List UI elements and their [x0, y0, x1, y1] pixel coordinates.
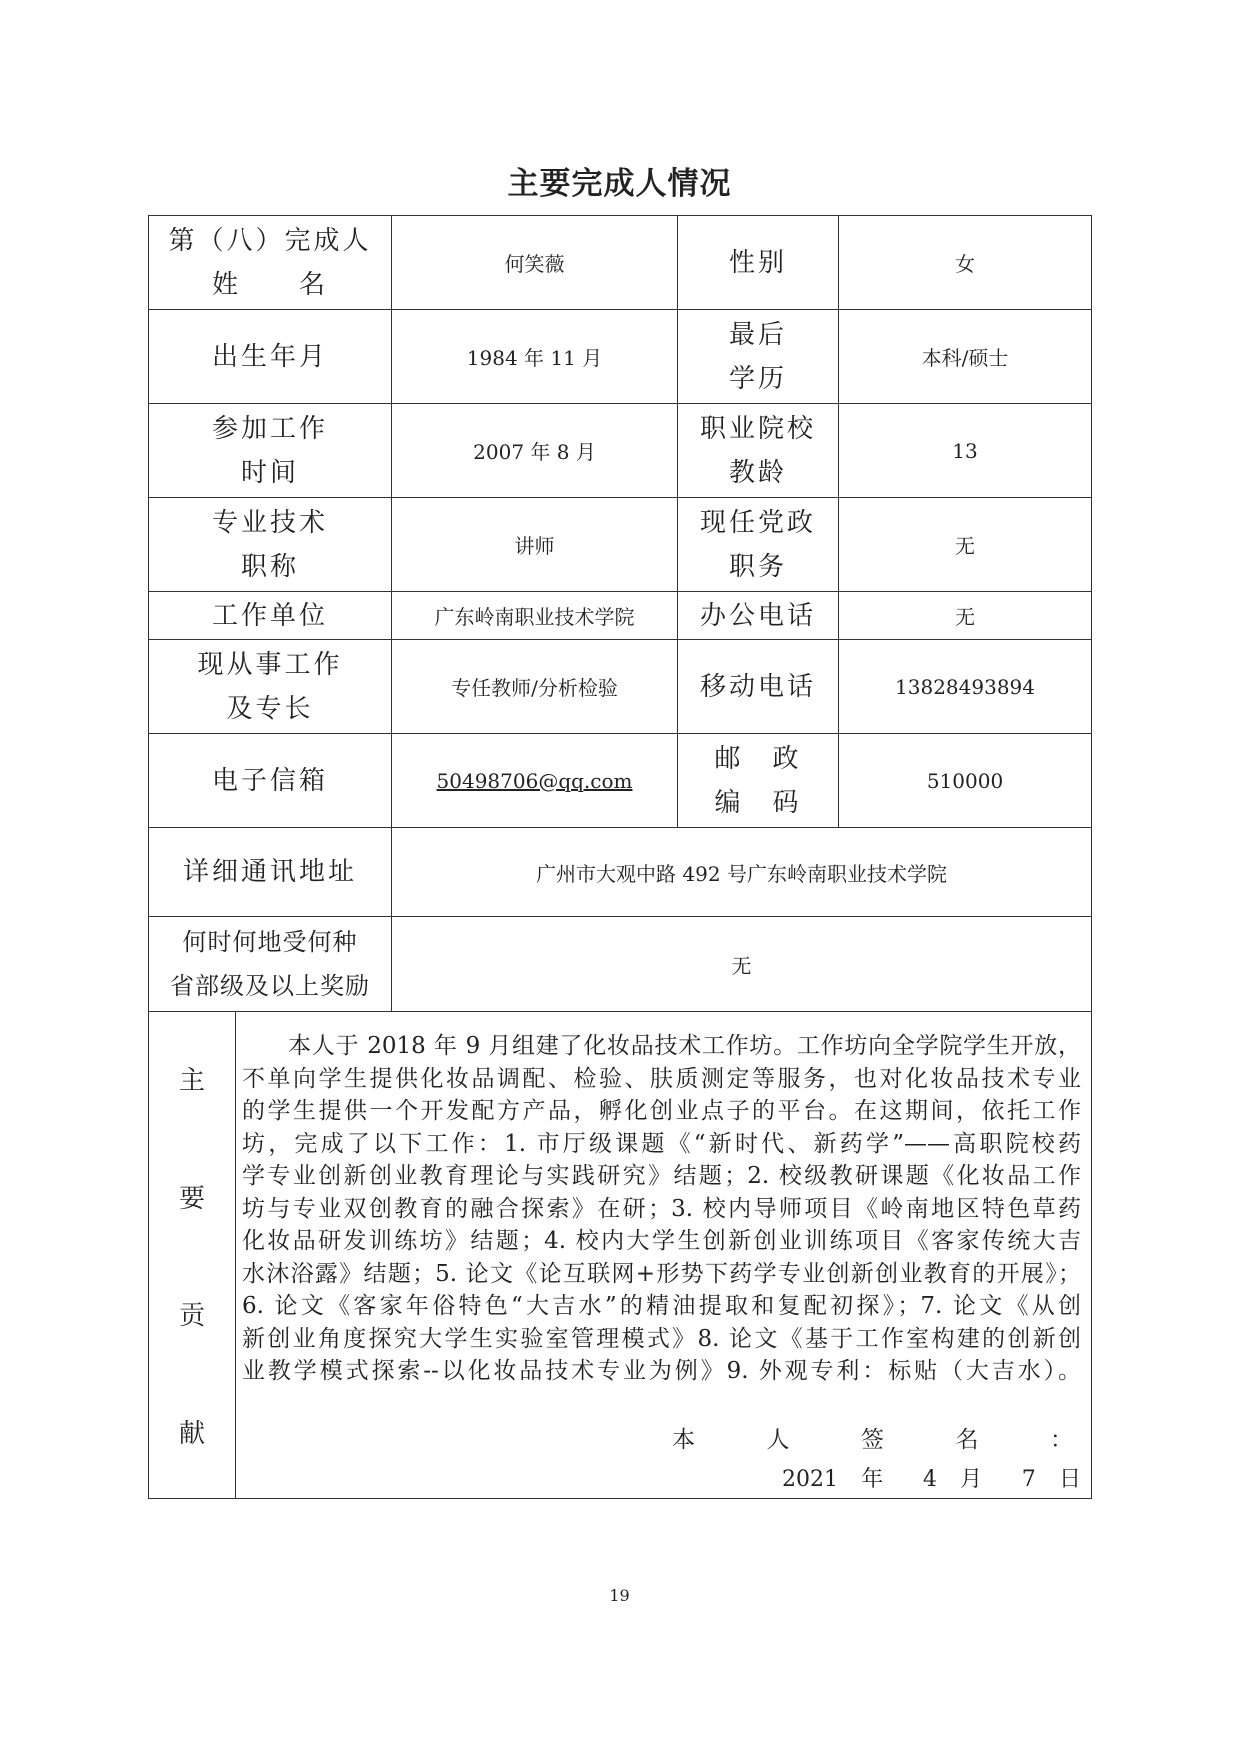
- contribution-label-char: 献: [178, 1418, 205, 1449]
- email-label: 电子信箱: [149, 734, 392, 828]
- employer-value: 广东岭南职业技术学院: [392, 592, 678, 640]
- email-link[interactable]: 50498706@qq.com: [436, 768, 633, 793]
- work-start-label: [149, 404, 392, 498]
- signature-date: 2021 年 4 月 7 日: [782, 1467, 1082, 1492]
- name-label-line: 第（八）完成人: [168, 225, 372, 256]
- postcode-label: [678, 734, 839, 828]
- awards-label-line: 省部级及以上奖励: [170, 972, 370, 1000]
- contribution-line: 坊，完成了以下工作：1. 市厅级课题《“新时代、新药学”——高职院校药: [242, 1130, 1082, 1157]
- contribution-text: [236, 1012, 1092, 1499]
- education-label-line: 最后: [729, 319, 788, 350]
- postcode-label-line: 编 码: [714, 787, 802, 818]
- contribution-line: 化妆品研发训练坊》结题；4. 校内大学生创新创业训练项目《客家传统大吉: [242, 1228, 1082, 1254]
- party-post-label-line: 职务: [729, 551, 788, 582]
- mobile-label: 移动电话: [678, 640, 839, 734]
- address-label: 详细通讯地址: [149, 828, 392, 917]
- contribution-line: 新创业角度探究大学生实验室管理模式》8. 论文《基于工作室构建的创新创: [242, 1325, 1082, 1352]
- contribution-line: 6. 论文《客家年俗特色“大吉水”的精油提取和复配初探》；7. 论文《从创: [242, 1293, 1082, 1319]
- name-label-line: 姓 名: [212, 269, 329, 300]
- office-phone-value: 无: [839, 592, 1092, 640]
- party-post-label-line: 现任党政: [700, 507, 817, 538]
- education-label-line: 学历: [729, 363, 788, 394]
- awards-label: [149, 917, 392, 1012]
- contribution-line: 坊与专业双创教育的融合探索》在研；3. 校内导师项目《岭南地区特色草药: [242, 1195, 1082, 1222]
- postcode-value: 510000: [839, 734, 1092, 828]
- contribution-line: 业教学模式探索--以化妆品技术专业为例》9. 外观专利：标贴（大吉水）。: [242, 1358, 1082, 1384]
- teaching-years-label: [678, 404, 839, 498]
- title-label-line: 专业技术: [212, 507, 329, 538]
- gender-label: 性别: [678, 216, 839, 310]
- party-post-value: 无: [839, 498, 1092, 592]
- birth-value: 1984 年 11 月: [392, 310, 678, 404]
- page-title: 主要完成人情况: [507, 166, 732, 202]
- employer-label: 工作单位: [149, 592, 392, 640]
- email-cell: [392, 734, 678, 828]
- teaching-years-label-line: 职业院校: [700, 413, 817, 444]
- contribution-line: 学专业创新创业教育理论与实践研究》结题；2. 校级教研课题《化妆品工作: [242, 1163, 1082, 1189]
- work-start-label-line: 时间: [241, 457, 300, 488]
- teaching-years-value: 13: [839, 404, 1092, 498]
- title-label: [149, 498, 392, 592]
- contribution-label-char: 要: [178, 1183, 205, 1214]
- office-phone-label: 办公电话: [678, 592, 839, 640]
- work-start-value: 2007 年 8 月: [392, 404, 678, 498]
- contribution-line: 水沐浴露》结题；5. 论文《论互联网+形势下药学专业创新创业教育的开展》；: [242, 1260, 1082, 1287]
- contribution-label-char: 主: [178, 1066, 205, 1097]
- current-work-label: [149, 640, 392, 734]
- party-post-label: [678, 498, 839, 592]
- current-work-value: 专任教师/分析检验: [392, 640, 678, 734]
- signature-label: 本人签名：: [672, 1426, 1082, 1453]
- title-value: 讲师: [392, 498, 678, 592]
- gender-value: 女: [839, 216, 1092, 310]
- awards-value: 无: [392, 917, 1092, 1012]
- current-work-label-line: 及专长: [226, 693, 314, 724]
- work-start-label-line: 参加工作: [212, 413, 329, 444]
- mobile-value: 13828493894: [839, 640, 1092, 734]
- awards-label-line: 何时何地受何种: [182, 928, 358, 956]
- education-label: [678, 310, 839, 404]
- completer-info-table: [148, 215, 1092, 1499]
- name-label: [149, 216, 392, 310]
- education-value: 本科/硕士: [839, 310, 1092, 404]
- contribution-line: 不单向学生提供化妆品调配、检验、肤质测定等服务，也对化妆品技术专业: [242, 1065, 1082, 1092]
- contribution-line: 的学生提供一个开发配方产品，孵化创业点子的平台。在这期间，依托工作: [242, 1098, 1082, 1124]
- current-work-label-line: 现从事工作: [197, 649, 343, 680]
- address-value: 广州市大观中路 492 号广东岭南职业技术学院: [392, 828, 1092, 917]
- contribution-label: [149, 1012, 236, 1499]
- contribution-line: 本人于 2018 年 9 月组建了化妆品技术工作坊。工作坊向全学院学生开放，: [288, 1033, 1082, 1059]
- title-label-line: 职称: [241, 551, 300, 582]
- name-value: 何笑薇: [392, 216, 678, 310]
- page-number: 19: [609, 1586, 630, 1605]
- contribution-label-char: 贡: [178, 1301, 205, 1332]
- postcode-label-line: 邮 政: [714, 743, 802, 774]
- birth-label: 出生年月: [149, 310, 392, 404]
- teaching-years-label-line: 教龄: [729, 457, 788, 488]
